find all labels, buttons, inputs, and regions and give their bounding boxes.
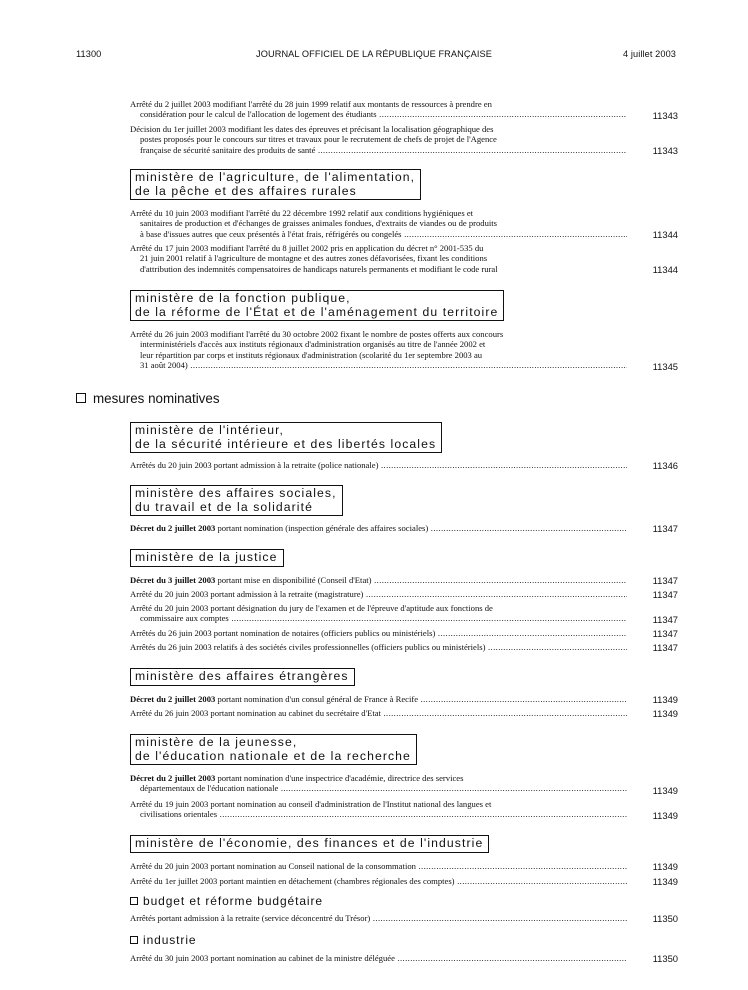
ministry-heading-line: ministère de la fonction publique, [135, 291, 351, 305]
ministry-heading-justice [130, 549, 284, 567]
entry-page-ref[interactable]: 11344 [652, 264, 678, 275]
entry-bold-text: Décret du 2 juillet 2003 [130, 523, 216, 533]
entry-text: Décision du 1er juillet 2003 modifiant les dates des épreuves et précisant la localisation géographique des [130, 124, 494, 134]
entry-text: Arrêté du 20 juin 2003 portant désignation du jury de l'examen et de l'épreuve d'aptitude aux fonctions de [130, 603, 493, 613]
ministry-heading-fonction-publique [130, 290, 504, 321]
entry-page-ref[interactable]: 11347 [652, 589, 678, 600]
entry-arrete-ira [130, 329, 627, 370]
entry-text: leur répartition par corps et instituts régionaux d'administration (scolarité du 1er septembre 2003 au [140, 349, 483, 360]
entry-arrete-cabinet-se [130, 708, 627, 718]
checkbox-square-icon [130, 897, 138, 905]
entry-text: portant nomination d'un consul général de France à Recife [215, 694, 419, 704]
entry-arrete-detachement [130, 876, 627, 886]
entry-decision-concours [130, 124, 627, 155]
issue-date: 4 juillet 2003 [623, 49, 676, 59]
entry-page-ref[interactable]: 11346 [652, 460, 678, 471]
entry-text: considération pour le calcul de l'allocation de logement des étudiants ..... [130, 109, 627, 119]
entry-page-ref[interactable]: 11349 [652, 861, 678, 872]
entry-page-ref[interactable]: 11347 [652, 642, 678, 653]
entry-arrete-inalco [130, 799, 627, 820]
ministry-heading-economie [130, 835, 489, 853]
ministry-heading-line: ministère de l'agriculture, de l'alimentation, [135, 170, 416, 184]
entry-page-ref[interactable]: 11349 [652, 785, 678, 796]
subsection-title: industrie [143, 933, 197, 947]
checkbox-square-icon [130, 936, 138, 944]
ministry-heading-line: ministère des affaires étrangères [135, 669, 349, 683]
subsection-budget [130, 894, 323, 908]
entry-page-ref[interactable]: 11347 [652, 523, 678, 534]
entry-text: Arrêté du 1er juillet 2003 portant maintien en détachement (chambres régionales des comptes) ..... [130, 876, 627, 886]
entry-text: postes proposés pour le concours sur titres et travaux pour le recrutement de chefs de projet de l'Agence [140, 134, 497, 145]
checkbox-square-icon [76, 393, 86, 403]
entry-text: civilisations orientales ..... [130, 809, 627, 819]
ministry-heading-line: de l'éducation nationale et de la recherche [135, 748, 411, 763]
ministry-heading-interieur [130, 422, 442, 453]
entry-text: Arrêté du 19 juin 2003 portant nomination au conseil d'administration de l'Institut national des langues et [130, 799, 492, 809]
entry-bold-text: Décret du 2 juillet 2003 [130, 773, 216, 783]
entry-bold-text: Décret du 3 juillet 2003 [130, 575, 216, 585]
journal-title: JOURNAL OFFICIEL DE LA RÉPUBLIQUE FRANÇAISE [256, 49, 492, 59]
entry-arrete-consommation [130, 861, 627, 871]
entry-arrete-magistrature [130, 589, 627, 599]
ministry-heading-line: de la pêche et des affaires rurales [135, 183, 357, 198]
entry-text: Arrêtés du 20 juin 2003 portant admission à la retraite (police nationale) ..... [130, 460, 627, 470]
ministry-heading-line: ministère de la jeunesse, [135, 735, 298, 749]
entry-text: portant nomination d'une inspectrice d'académie, directrice des services [215, 773, 464, 783]
section-title: mesures nominatives [93, 391, 220, 406]
entry-arretes-notaires [130, 628, 627, 638]
entry-page-ref[interactable]: 11345 [652, 361, 678, 372]
ministry-heading-line: de la réforme de l'État et de l'aménagement du territoire [135, 304, 499, 319]
ministry-heading-affaires-sociales [130, 485, 343, 516]
entry-text: 31 août 2004) ..... [130, 360, 627, 370]
ministry-heading-line: du travail et de la solidarité [135, 499, 313, 514]
entry-arrete-montagne [130, 243, 627, 274]
subsection-industrie [130, 933, 196, 947]
entry-page-ref[interactable]: 11343 [652, 145, 678, 156]
entry-arretes-tresor [130, 913, 627, 923]
entry-text: Arrêté du 10 juin 2003 modifiant l'arrêté du 22 décembre 1992 relatif aux conditions hygiéniques et [130, 208, 474, 218]
entry-page-ref[interactable]: 11349 [652, 810, 678, 821]
entry-page-ref[interactable]: 11349 [652, 694, 678, 705]
entry-arretes-police [130, 460, 627, 470]
entry-arrete-graisses [130, 208, 627, 239]
entry-arrete-allocation-logement [130, 99, 627, 120]
entry-bold-text: Décret du 2 juillet 2003 [130, 694, 216, 704]
entry-text: à base d'issues autres que ceux présentés à l'état frais, réfrigérés ou congelés ..... [130, 229, 627, 239]
entry-text: Arrêté du 26 juin 2003 modifiant l'arrêté du 30 octobre 2002 fixant le nombre de postes offerts aux concours [130, 329, 504, 339]
entry-text: Arrêtés du 26 juin 2003 portant nomination de notaires (officiers publics ou ministériels) ..... [130, 628, 627, 638]
entry-text: 21 juin 2001 relatif à l'agriculture de montagne et des autres zones défavorisées, fixant les conditions [140, 253, 488, 264]
entry-page-ref[interactable]: 11343 [652, 110, 678, 121]
entry-page-ref[interactable]: 11350 [652, 913, 678, 924]
ministry-heading-line: ministère des affaires sociales, [135, 486, 337, 500]
entry-decret-consul [130, 694, 627, 704]
ministry-heading-jeunesse [130, 734, 417, 765]
entry-page-ref[interactable]: 11349 [652, 876, 678, 887]
page-number-header: 11300 [76, 49, 102, 59]
subsection-title: budget et réforme budgétaire [143, 894, 323, 908]
ministry-heading-affaires-etrangeres [130, 668, 355, 686]
entry-text: interministériels d'accès aux instituts régionaux d'administration organisés au titre de l'année 2002 et [140, 339, 486, 350]
entry-decret-inspectrice [130, 773, 627, 794]
entry-page-ref[interactable]: 11350 [652, 953, 678, 964]
entry-arretes-scp [130, 642, 627, 652]
entry-text: Arrêté du 20 juin 2003 portant nomination au Conseil national de la consommation ..... [130, 861, 627, 871]
entry-arrete-cabinet-ministre [130, 953, 627, 963]
entry-text: d'attribution des indemnités compensatoires de handicaps naturels permanents et modifiant le code rural [140, 263, 498, 274]
entry-text: portant mise en disponibilité (Conseil d'Etat) [215, 575, 372, 585]
entry-text: commissaire aux comptes ..... [130, 613, 627, 623]
entry-text: Arrêté du 2 juillet 2003 modifiant l'arrêté du 28 juin 1999 relatif aux montants de ressources à prendre en [130, 99, 492, 109]
ministry-heading-line: de la sécurité intérieure et des libertés locales [135, 436, 437, 451]
entry-text: Arrêté du 26 juin 2003 portant nomination au cabinet du secrétaire d'Etat ..... [130, 708, 627, 718]
entry-text: française de sécurité sanitaire des produits de santé ..... [130, 145, 627, 155]
entry-page-ref[interactable]: 11344 [652, 229, 678, 240]
entry-text: Arrêté du 30 juin 2003 portant nomination au cabinet de la ministre déléguée ..... [130, 953, 627, 963]
entry-decret-igas [130, 523, 627, 533]
section-mesures-nominatives [76, 391, 220, 406]
entry-text: portant nomination (inspection générale des affaires sociales) [215, 523, 429, 533]
entry-text: Arrêtés du 26 juin 2003 relatifs à des sociétés civiles professionnelles (officiers publics ou ministériels) ..... [130, 642, 627, 652]
entry-arrete-jury [130, 603, 627, 624]
ministry-heading-line: ministère de l'économie, des finances et de l'industrie [135, 836, 484, 850]
entry-decret-conseil-etat [130, 575, 627, 585]
entry-page-ref[interactable]: 11347 [652, 628, 678, 639]
ministry-heading-line: ministère de la justice [135, 550, 278, 564]
entry-page-ref[interactable]: 11347 [652, 575, 678, 586]
entry-page-ref[interactable]: 11347 [652, 614, 678, 625]
entry-text: Arrêté du 20 juin 2003 portant admission à la retraite (magistrature) ..... [130, 589, 627, 599]
entry-text: sanitaires de production et d'échanges de graisses animales fondues, d'extraits de viandes ou de produits [140, 218, 498, 229]
entry-text: Arrêté du 17 juin 2003 modifiant l'arrêté du 8 juillet 2002 pris en application du décret n° 2001-535 du [130, 243, 484, 253]
entry-text: Arrêtés portant admission à la retraite (service déconcentré du Trésor) ..... [130, 913, 627, 923]
entry-page-ref[interactable]: 11349 [652, 708, 678, 719]
entry-text: départementaux de l'éducation nationale ..... [130, 783, 627, 793]
ministry-heading-line: ministère de l'intérieur, [135, 423, 285, 437]
ministry-heading-agriculture [130, 169, 421, 200]
